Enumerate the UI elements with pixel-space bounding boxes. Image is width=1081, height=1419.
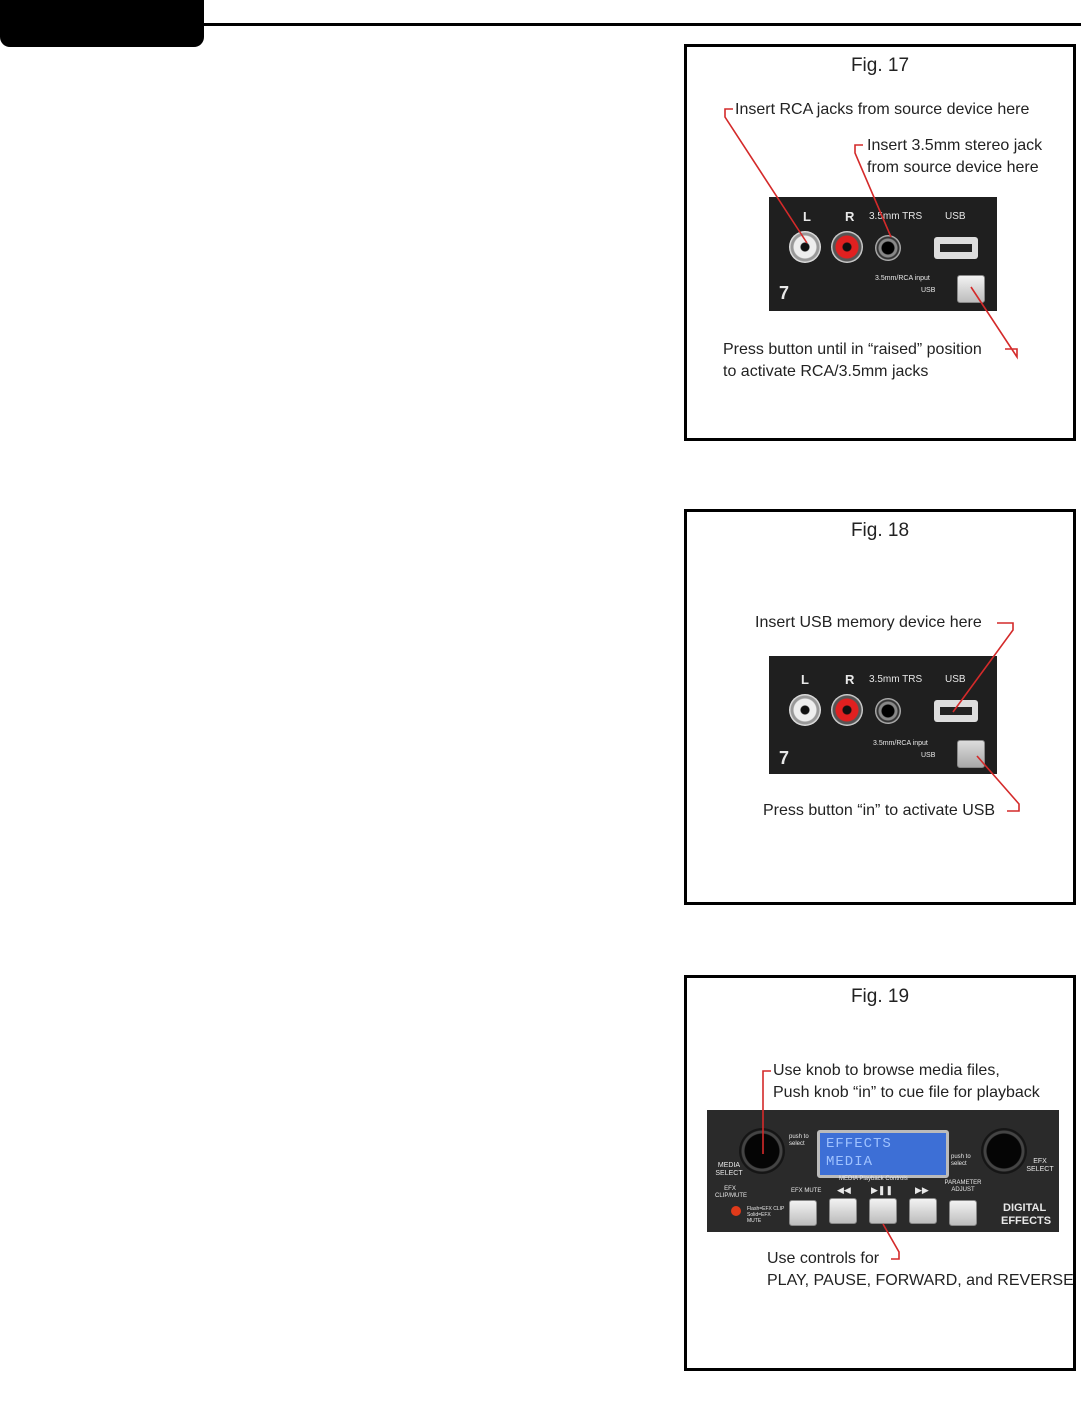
efx-clip-sublabel: Flash=EFX CLIP Solid=EFX MUTE [747,1206,785,1224]
forward-label: ▶▶ [915,1185,929,1195]
switch-label-bottom: USB [921,752,936,759]
figure-17 [684,44,1076,441]
callout-controls-line1: Use controls for [767,1250,880,1267]
callout-rca: Insert RCA jacks from source device here [735,101,1030,118]
figure-title: Fig. 19 [850,986,910,1007]
parameter-adjust-label: PARAMETER ADJUST [944,1180,982,1193]
panel-label-usb: USB [945,674,966,685]
panel-label-trs: 3.5mm TRS [869,674,923,685]
callout-35mm-line1: Insert 3.5mm stereo jack [867,137,1043,154]
figure-title: Fig. 17 [850,55,910,76]
rewind-label: ◀◀ [837,1185,851,1195]
figure-18 [684,509,1076,905]
panel-label-right: R [845,209,855,224]
display-line-1: EFFECTS [826,1136,892,1152]
callout-35mm-line2: from source device here [867,159,1039,176]
switch-label-top: 3.5mm/RCA input [873,740,928,747]
panel-label-left: L [803,209,811,224]
efx-mute-label: EFX MUTE [791,1188,822,1194]
media-select-label: MEDIA SELECT [715,1162,743,1177]
panel-label-usb: USB [945,211,966,222]
panel-label-right: R [845,672,855,687]
callout-button: Press button “in” to activate USB [763,802,996,819]
digital-label: DIGITAL [1003,1202,1047,1214]
push-to-select-left: push to select [789,1134,809,1147]
playback-controls-label: MEDIA Playback Controls [839,1176,908,1182]
effects-label: EFFECTS [1001,1215,1052,1227]
callout-lines [687,512,1079,908]
callout-usb: Insert USB memory device here [755,614,982,631]
panel-label-left: L [801,672,809,687]
callout-knob-line1: Use knob to browse media files, [773,1062,1000,1079]
panel-label-trs: 3.5mm TRS [869,211,923,222]
push-to-select-right: push to select [951,1154,971,1167]
display-line-2: MEDIA [826,1154,874,1170]
figure-title: Fig. 18 [850,520,910,541]
callout-lines [687,47,1079,444]
callout-controls-line2: PLAY, PAUSE, FORWARD, and REVERSE [767,1272,1074,1289]
section-tab [0,0,204,47]
channel-number: 7 [779,748,790,768]
callout-knob-line2: Push knob “in” to cue file for playback [773,1084,1040,1101]
play-pause-label: ▶❚❚ [871,1185,894,1195]
figure-19 [684,975,1076,1371]
callout-button-line2: to activate RCA/3.5mm jacks [723,363,929,380]
callout-lines [687,978,1079,1374]
callout-button-line1: Press button until in “raised” position [723,341,982,358]
efx-select-label: EFX SELECT [1026,1158,1054,1173]
switch-label-top: 3.5mm/RCA input [875,275,930,282]
switch-label-bottom: USB [921,287,936,294]
header-rule [204,23,1081,26]
channel-number: 7 [779,283,790,303]
efx-clip-label: EFX CLIP/MUTE [715,1186,748,1199]
